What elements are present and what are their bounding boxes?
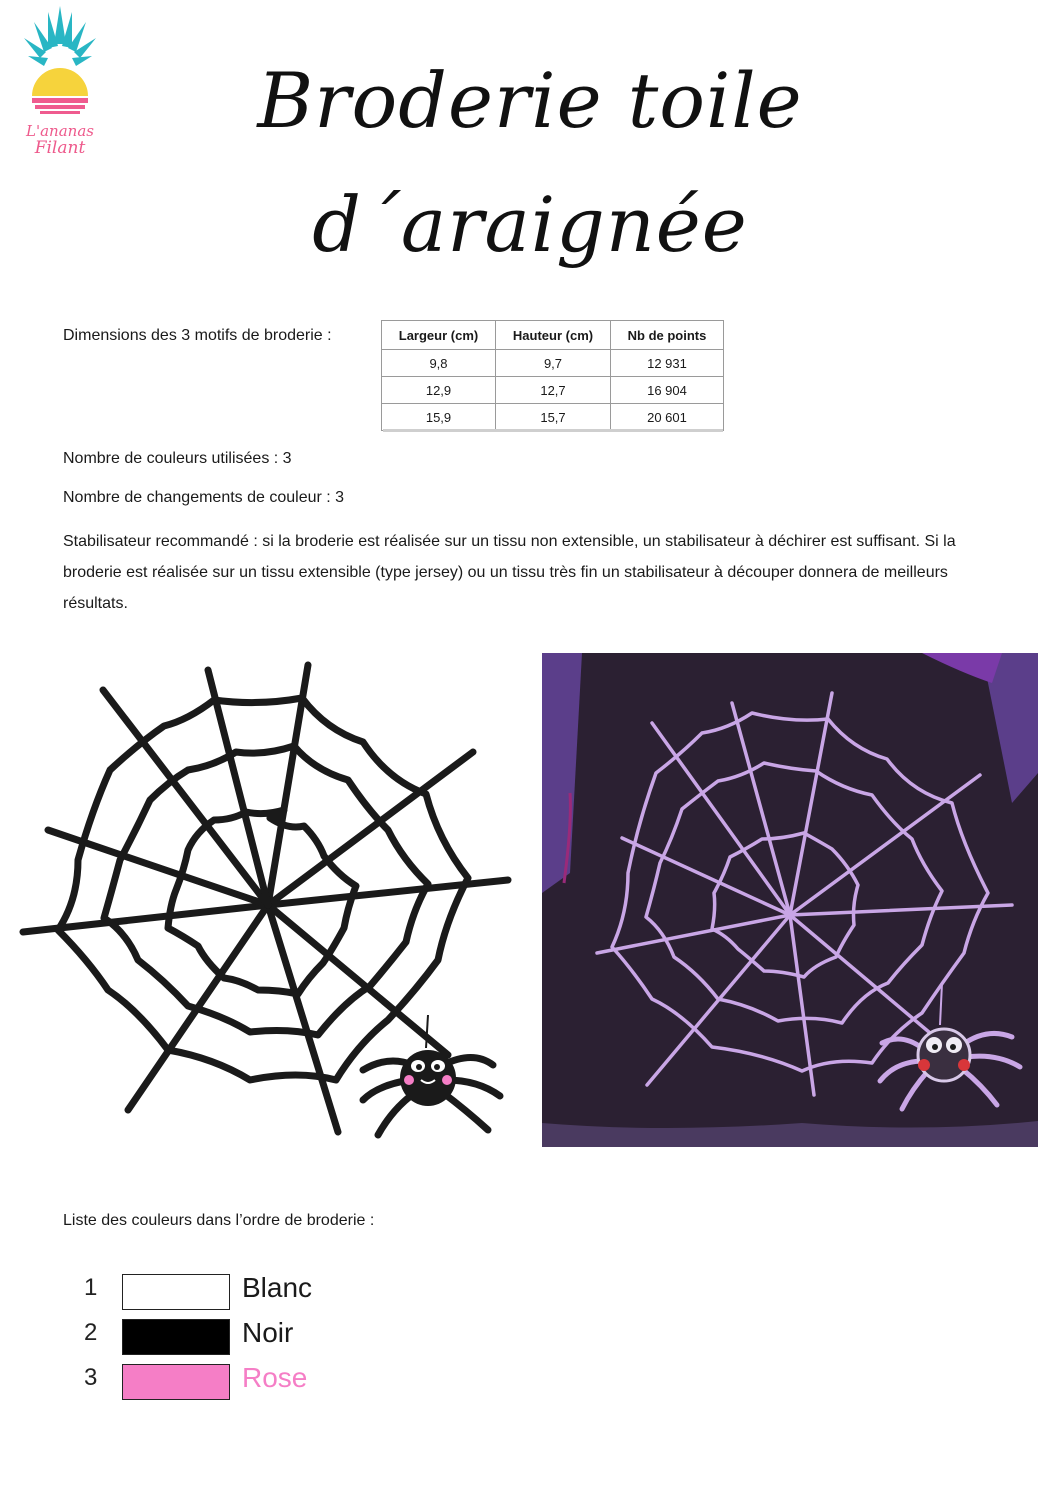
table-cell: 12,7 bbox=[496, 377, 611, 404]
table-header-cell: Largeur (cm) bbox=[382, 321, 496, 350]
table-header-row bbox=[382, 321, 724, 350]
table-cell: 16 904 bbox=[611, 377, 724, 404]
table-header-cell: Hauteur (cm) bbox=[496, 321, 611, 350]
table-cell: 9,8 bbox=[382, 350, 496, 377]
logo-line2: Filant bbox=[34, 138, 86, 158]
logo-line1: L'ananas bbox=[26, 122, 94, 140]
table-row bbox=[382, 377, 724, 404]
table-header-cell: Nb de points bbox=[611, 321, 724, 350]
color-list-label: Liste des couleurs dans l’ordre de broderie : bbox=[63, 1212, 375, 1229]
table-cell: 20 601 bbox=[611, 404, 724, 431]
table-cell: 12,9 bbox=[382, 377, 496, 404]
brand-logo bbox=[18, 4, 102, 160]
table-cell: 15,7 bbox=[496, 404, 611, 431]
color-swatch-black bbox=[122, 1319, 230, 1355]
color-changes-count: Nombre de changements de couleur : 3 bbox=[63, 489, 345, 506]
table-cell: 12 931 bbox=[611, 350, 724, 377]
color-name: Blanc bbox=[242, 1272, 313, 1303]
colors-count: Nombre de couleurs utilisées : 3 bbox=[63, 450, 292, 467]
color-number: 1 bbox=[84, 1274, 98, 1301]
table-cell: 9,7 bbox=[496, 350, 611, 377]
color-swatch-pink bbox=[122, 1364, 230, 1400]
table-shadow bbox=[383, 429, 723, 432]
dimensions-table bbox=[381, 320, 724, 431]
table-row bbox=[382, 350, 724, 377]
table-row bbox=[382, 404, 724, 431]
page-title-line2: d´araignée bbox=[312, 180, 748, 269]
dimensions-label: Dimensions des 3 motifs de broderie : bbox=[63, 327, 332, 344]
color-number: 3 bbox=[84, 1364, 98, 1391]
page-title-line1: Broderie toile bbox=[257, 56, 803, 145]
color-name: Noir bbox=[242, 1317, 294, 1348]
embroidered-fabric-photo bbox=[542, 653, 1038, 1147]
color-name: Rose bbox=[242, 1362, 308, 1393]
stabilizer-paragraph: Stabilisateur recommandé : si la broderie est réalisée sur un tissu non extensible, un stabilisateur à déchirer est suffisant. Si la broderie est réalisée sur un tissu extensible (type jersey) ou un tissu très fin un stabilisateur à découper donnera de meilleurs résultats. bbox=[63, 533, 956, 612]
table-cell: 15,9 bbox=[382, 404, 496, 431]
color-number: 2 bbox=[84, 1319, 98, 1346]
pineapple-logo-icon bbox=[18, 4, 102, 122]
spider-web-motif-image bbox=[18, 660, 518, 1150]
color-swatch-white bbox=[122, 1274, 230, 1310]
